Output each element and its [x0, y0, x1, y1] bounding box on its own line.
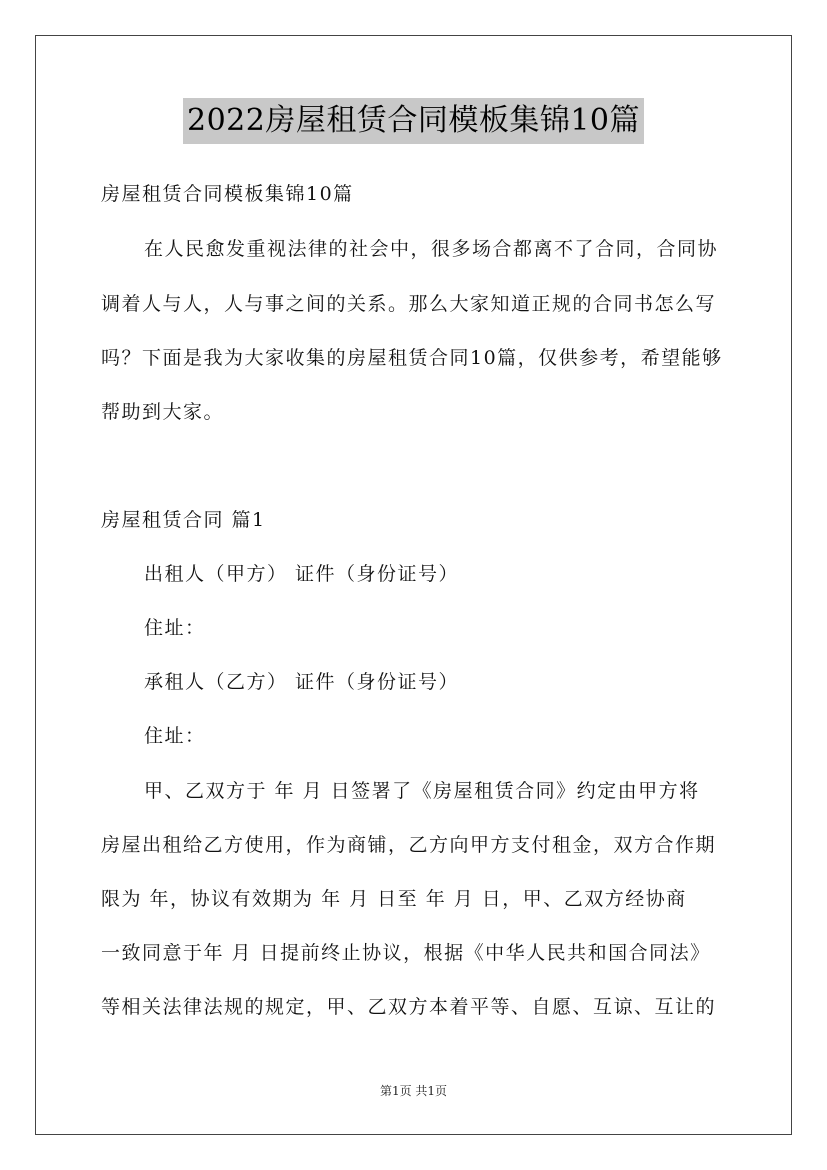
intro-line-3: 吗？下面是我为大家收集的房屋租赁合同10篇，仅供参考，希望能够 — [101, 347, 723, 369]
document-title-block — [0, 98, 827, 144]
body-line-2: 房屋出租给乙方使用，作为商铺，乙方向甲方支付租金，双方合作期 — [101, 834, 717, 856]
lessor-address-line: 住址： — [144, 617, 206, 639]
body-line-1: 甲、乙双方于 年 月 日签署了《房屋租赁合同》约定由甲方将 — [144, 780, 700, 802]
intro-line-4: 帮助到大家。 — [101, 401, 225, 423]
intro-line-1: 在人民愈发重视法律的社会中，很多场合都离不了合同，合同协 — [144, 238, 719, 260]
body-line-3: 限为 年，协议有效期为 年 月 日至 年 月 日，甲、乙双方经协商 — [101, 888, 687, 910]
intro-line-2: 调着人与人，人与事之间的关系。那么大家知道正规的合同书怎么写 — [101, 293, 717, 315]
body-line-4: 一致同意于年 月 日提前终止协议，根据《中华人民共和国合同法》 — [101, 942, 711, 964]
page-footer: 第1页 共1页 — [379, 1084, 448, 1098]
lessee-line: 承租人（乙方） 证件（身份证号） — [144, 671, 460, 693]
section-heading: 房屋租赁合同 篇1 — [101, 509, 266, 531]
document-title: 2022房屋租赁合同模板集锦10篇 — [183, 98, 644, 144]
lessor-line: 出租人（甲方） 证件（身份证号） — [144, 563, 460, 585]
body-line-5: 等相关法律法规的规定，甲、乙双方本着平等、自愿、互谅、互让的 — [101, 996, 717, 1018]
subtitle-line: 房屋租赁合同模板集锦10篇 — [101, 183, 354, 205]
lessee-address-line: 住址： — [144, 725, 206, 747]
